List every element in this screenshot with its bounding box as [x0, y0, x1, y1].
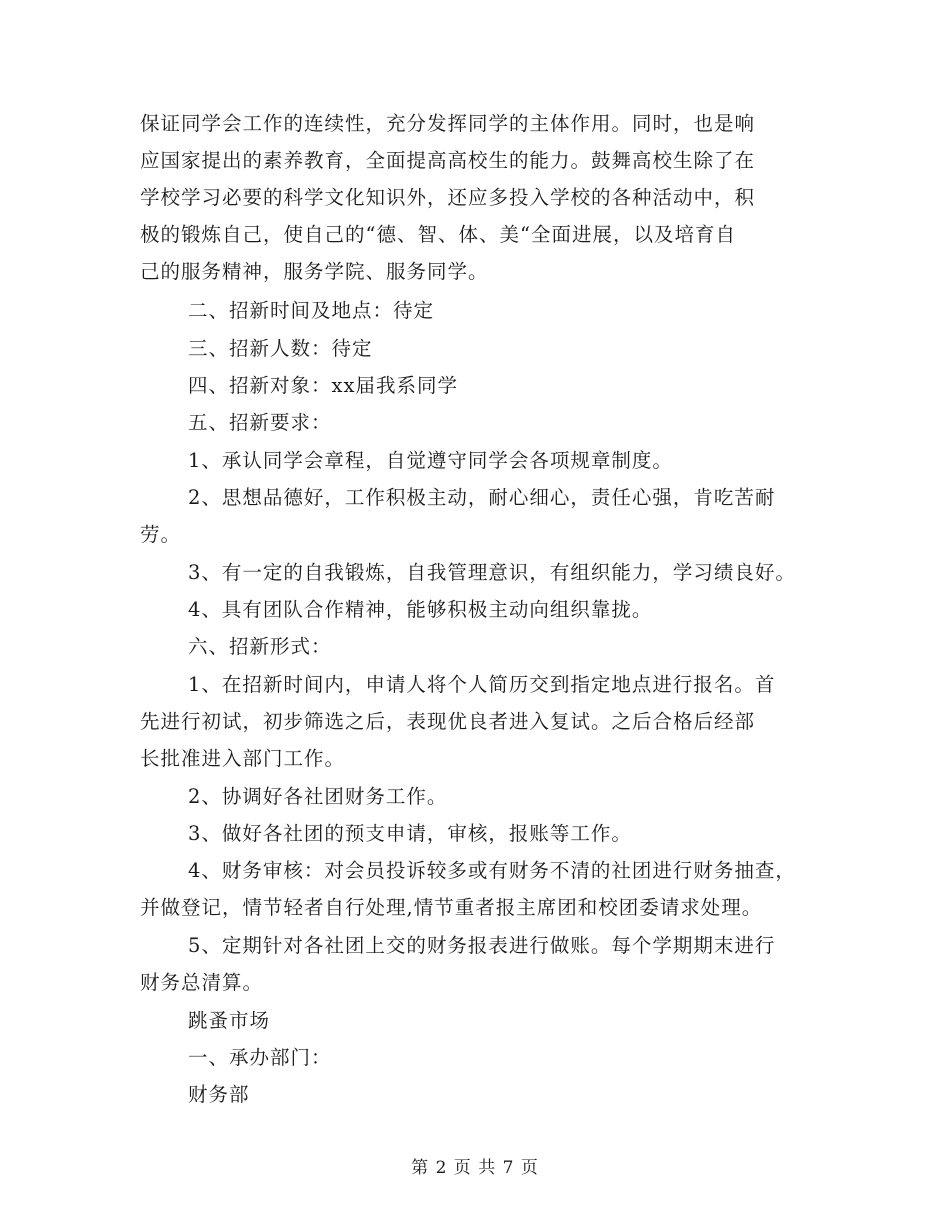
list-item: 3、做好各社团的预支申请，审核，报账等工作。 [188, 822, 632, 845]
section-heading: 六、招新形式： [188, 635, 332, 658]
section-heading: 五、招新要求： [188, 411, 332, 434]
section-title: 跳蚤市场 [188, 1009, 271, 1032]
list-item: 2、思想品德好，工作积极主动，耐心细心，责任心强，肯吃苦耐 [188, 486, 776, 509]
section-heading: 三、招新人数：待定 [188, 337, 373, 360]
page-number-footer: 第 2 页 共 7 页 [411, 1158, 539, 1178]
paragraph-line: 己的服务精神，服务学院、服务同学。 [140, 260, 489, 283]
paragraph-line: 劳。 [140, 523, 182, 546]
paragraph-line: 并做登记，情节轻者自行处理,情节重者报主席团和校团委请求处理。 [140, 896, 763, 919]
paragraph-line: 极的锻炼自己，使自己的“德、智、体、美“全面进展，以及培育自 [140, 223, 736, 246]
list-item: 2、协调好各社团财务工作。 [188, 785, 448, 808]
list-item: 1、承认同学会章程，自觉遵守同学会各项规章制度。 [188, 449, 673, 472]
paragraph-line: 财务部 [188, 1083, 250, 1106]
list-item: 5、定期针对各社团上交的财务报表进行做账。每个学期期末进行 [188, 934, 776, 957]
paragraph-line: 学校学习必要的科学文化知识外，还应多投入学校的各种活动中，积 [140, 186, 756, 209]
paragraph-line: 应国家提出的素养教育，全面提高高校生的能力。鼓舞高校生除了在 [140, 149, 756, 172]
paragraph-line: 先进行初试，初步筛选之后，表现优良者进入复试。之后合格后经部 [140, 710, 756, 733]
paragraph-line: 长批准进入部门工作。 [140, 747, 346, 770]
section-heading: 四、招新对象：xx届我系同学 [188, 374, 458, 397]
section-heading: 一、承办部门： [188, 1046, 332, 1069]
paragraph-line: 财务总清算。 [140, 971, 264, 994]
list-item: 3、有一定的自我锻炼，自我管理意识，有组织能力，学习绩良好。 [188, 561, 796, 584]
list-item: 1、在招新时间内，申请人将个人简历交到指定地点进行报名。首 [188, 673, 776, 696]
paragraph-line: 保证同学会工作的连续性，充分发挥同学的主体作用。同时，也是响 [140, 112, 756, 135]
section-heading: 二、招新时间及地点：待定 [188, 299, 435, 322]
list-item: 4、财务审核：对会员投诉较多或有财务不清的社团进行财务抽查， [188, 859, 796, 882]
list-item: 4、具有团队合作精神，能够积极主动向组织靠拢。 [188, 598, 653, 621]
